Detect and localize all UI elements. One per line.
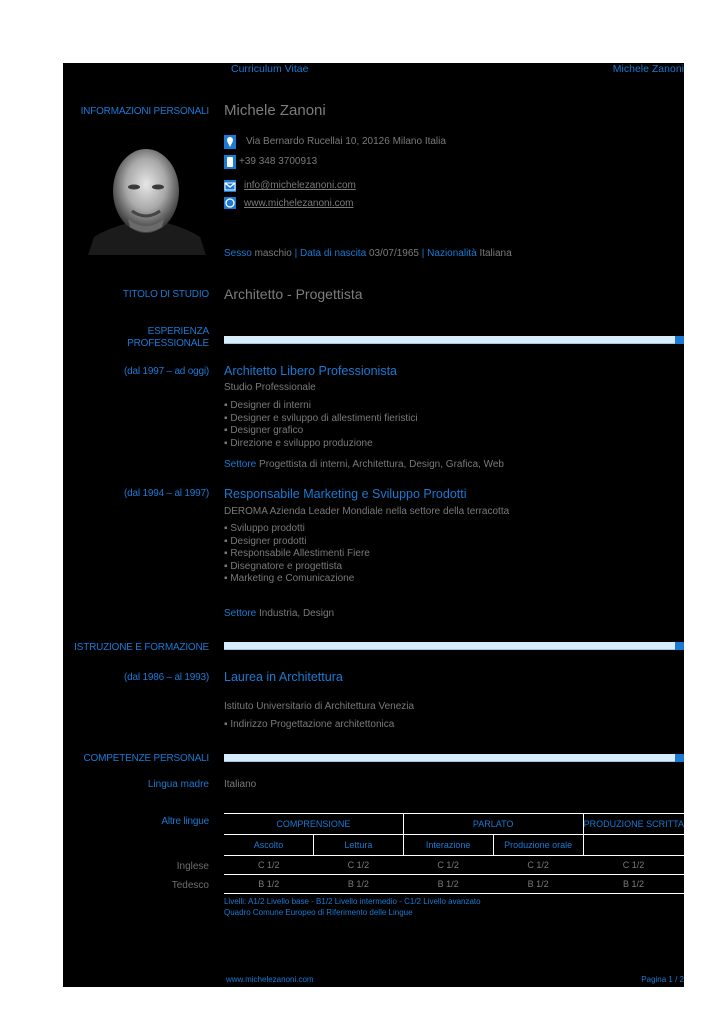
list-item: ▪ Disegnatore e progettista (224, 560, 343, 572)
personal-details (224, 248, 512, 259)
edu-dates: (dal 1986 – al 1993) (124, 672, 209, 683)
col-written: PRODUZIONE SCRITTA (583, 814, 684, 835)
footer-website: www.michelezanoni.com (226, 975, 314, 984)
sub-production: Produzione orale (493, 835, 583, 856)
person-name: Michele Zanoni (224, 102, 326, 119)
separator: | (294, 248, 298, 259)
job1-employer: Studio Professionale (224, 382, 316, 393)
job1-title: Architetto Libero Professionista (224, 364, 398, 378)
sub-empty (583, 835, 684, 856)
lang-german: Tedesco (171, 880, 209, 891)
job2-employer: DEROMA Azienda Leader Mondiale nella settore della terracotta (224, 506, 510, 517)
phone: +39 348 3700913 (239, 156, 318, 167)
birthdate-label: Data di nascita (300, 248, 367, 259)
lang-english: Inglese (176, 861, 209, 872)
job2-sector: Settore Industria, Design (224, 608, 335, 619)
website-link[interactable]: www.michelezanoni.com (244, 198, 354, 209)
label-other-languages: Altre lingue (161, 816, 209, 827)
section-bar (224, 754, 684, 762)
section-bar (224, 642, 684, 650)
table-row: B 1/2 B 1/2 B 1/2 B 1/2 B 1/2 (224, 875, 684, 894)
list-item: ▪ Direzione e sviluppo produzione (224, 437, 373, 449)
levels-note: Livelli: A1/2 Livello base - B1/2 Livello intermedio - C1/2 Livello avanzato Quadro Comune Europeo di Riferimento delle Lingue (224, 897, 481, 917)
col-comprehension: COMPRENSIONE (224, 814, 403, 835)
label-mother-tongue: Lingua madre (147, 779, 209, 790)
job2-dates: (dal 1994 – al 1997) (124, 488, 209, 499)
sex-value: maschio (254, 248, 292, 259)
sub-reading: Lettura (314, 835, 404, 856)
edu-title: Laurea in Architettura (224, 670, 343, 684)
sex-label: Sesso (224, 248, 252, 259)
col-spoken: PARLATO (403, 814, 583, 835)
mother-tongue: Italiano (224, 779, 257, 790)
sub-interaction: Interazione (403, 835, 493, 856)
header-title: Curriculum Vitae (231, 63, 309, 75)
website-icon (224, 197, 236, 209)
footer-page: Pagina 1 / 2 (641, 975, 684, 984)
job2-title: Responsabile Marketing e Sviluppo Prodotti (224, 487, 467, 501)
list-item: ▪ Marketing e Comunicazione (224, 573, 355, 584)
nationality-value: Italiana (479, 248, 512, 259)
job1-dates: (dal 1997 – ad oggi) (124, 366, 209, 377)
degree-title: Architetto - Progettista (224, 286, 363, 302)
language-table (224, 813, 684, 894)
cv-page (63, 63, 684, 987)
list-item: ▪ Designer di interni (224, 400, 311, 411)
job1-duties (224, 400, 418, 450)
birthdate-value: 03/07/1965 (368, 248, 419, 259)
profile-photo (88, 141, 206, 255)
job2-duties (224, 523, 370, 586)
nationality-label: Nazionalità (427, 248, 477, 259)
label-experience: ESPERIENZA PROFESSIONALE (127, 326, 209, 349)
sub-listening: Ascolto (224, 835, 314, 856)
header-name: Michele Zanoni (612, 63, 684, 75)
list-item: ▪ Responsabile Allestimenti Fiere (224, 548, 370, 559)
table-row: C 1/2 C 1/2 C 1/2 C 1/2 C 1/2 (224, 856, 684, 875)
label-degree-title: TITOLO DI STUDIO (122, 289, 209, 300)
label-education: ISTRUZIONE E FORMAZIONE (74, 642, 209, 653)
email-icon (224, 180, 236, 192)
email-link[interactable]: info@michelezanoni.com (244, 180, 356, 191)
edu-institution: Istituto Universitario di Architettura Venezia (224, 701, 415, 712)
job1-sector: Settore Progettista di interni, Architettura, Design, Grafica, Web (224, 459, 504, 470)
section-bar (224, 336, 684, 344)
label-personal-info: INFORMAZIONI PERSONALI (80, 106, 209, 117)
list-item: ▪ Designer e sviluppo di allestimenti fieristici (224, 412, 418, 424)
label-skills: COMPETENZE PERSONALI (83, 753, 209, 764)
separator: | (421, 248, 425, 259)
list-item: ▪ Sviluppo prodotti (224, 523, 305, 534)
edu-detail: ▪ Indirizzo Progettazione architettonica (224, 719, 395, 730)
list-item: ▪ Designer grafico (224, 425, 304, 436)
list-item: ▪ Designer prodotti (224, 535, 307, 547)
address: Via Bernardo Rucellai 10, 20126 Milano Italia (246, 136, 446, 147)
phone-icon (224, 155, 236, 169)
location-icon (224, 135, 236, 149)
